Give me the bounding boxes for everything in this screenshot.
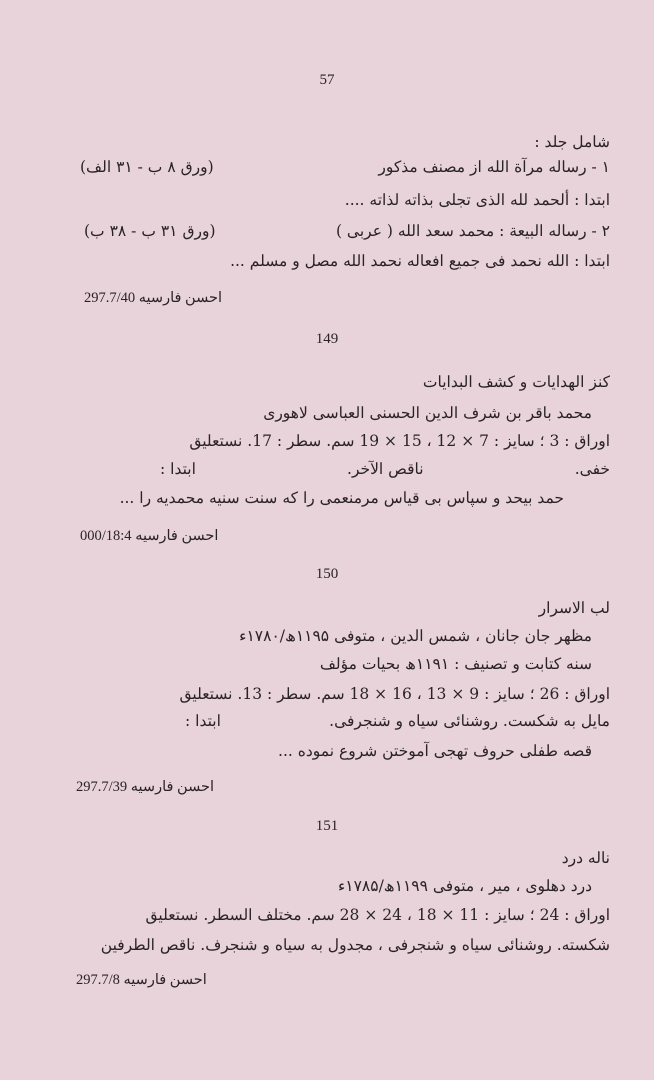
- entry-incipit-150: قصه طفلی حروف تهجی آموختن شروع نموده ...: [278, 742, 592, 760]
- item2-title: ۲ - رساله البیعة : محمد سعد الله ( عربی ): [335, 222, 610, 240]
- script-note-149: خفی.: [574, 460, 610, 478]
- entry-description2-150: [185, 711, 610, 731]
- entry-number-150: 150: [315, 566, 339, 582]
- item2-incipit: ابتدا : الله نحمد فی جمیع افعاله نحمد الله مصل و مسلم ...: [230, 252, 610, 270]
- entry-title-150: لب الاسرار: [538, 599, 610, 617]
- item1-row: [80, 157, 610, 177]
- entry-description2-149: [160, 459, 610, 479]
- entry-description-150: اوراق : 26 ؛ سایز : 9 × 13 ، 16 × 18 سم. سطر : 13. نستعلیق: [179, 685, 610, 703]
- entry-title-151: ناله درد: [561, 849, 610, 867]
- item2-folios: (ورق ۳۱ ب - ۳۸ ب): [84, 222, 216, 240]
- script-note-150: مایل به شکست. روشنائی سیاه و شنجرفی.: [329, 712, 610, 730]
- incipit-label-149: ابتدا :: [160, 460, 196, 478]
- entry-composition-150: سنه کتابت و تصنیف : ۱۱۹۱ھ بحیات مؤلف: [319, 655, 592, 673]
- entry-number-151: 151: [315, 818, 339, 834]
- defect-note-149: ناقص الآخر.: [347, 460, 424, 478]
- shelfmark-151: احسن فارسیه 297.7/8: [76, 972, 207, 988]
- entry-description-151: اوراق : 24 ؛ سایز : 11 × 18 ، 24 × 28 سم. مختلف السطر. نستعلیق: [145, 906, 610, 924]
- entry-author-150: مظهر جان جانان ، شمس الدین ، متوفی ۱۱۹۵ھ/۱۷۸۰ء: [239, 627, 592, 645]
- page-number: 57: [319, 72, 335, 88]
- entry-author-149: محمد باقر بن شرف الدین الحسنی العباسی لاهوری: [263, 404, 592, 422]
- item1-incipit: ابتدا : ألحمد لله الذی تجلی بذاته لذاته ....: [344, 191, 610, 209]
- entry-author-151: درد دهلوی ، میر ، متوفی ۱۱۹۹ھ/۱۷۸۵ء: [337, 877, 592, 895]
- contents-label: شامل جلد :: [534, 133, 610, 151]
- entry-number-149: 149: [315, 331, 339, 347]
- entry-description2-151: شکسته. روشنائی سیاه و شنجرفی ، مجدول به سیاه و شنجرف. ناقص الطرفین: [100, 936, 610, 954]
- item2-row: [84, 221, 610, 241]
- entry-description-149: اوراق : 3 ؛ سایز : 7 × 12 ، 15 × 19 سم. سطر : 17. نستعلیق: [189, 432, 610, 450]
- item1-title: ۱ - رساله مرآة الله از مصنف مذکور: [378, 158, 610, 176]
- shelfmark-149: احسن فارسیه 000/18:4: [80, 528, 219, 544]
- entry-title-149: کنز الهدایات و کشف البدایات: [422, 373, 610, 391]
- shelfmark-150: احسن فارسیه 297.7/39: [76, 779, 215, 795]
- item1-folios: (ورق ۸ ب - ۳۱ الف): [80, 158, 214, 176]
- shelfmark-header: احسن فارسیه 297.7/40: [84, 290, 223, 306]
- entry-incipit-149: حمد بیحد و سپاس بی قیاس مرمنعمی را که سنت سنیه محمدیه را ...: [119, 489, 564, 507]
- incipit-label-150: ابتدا :: [185, 712, 221, 730]
